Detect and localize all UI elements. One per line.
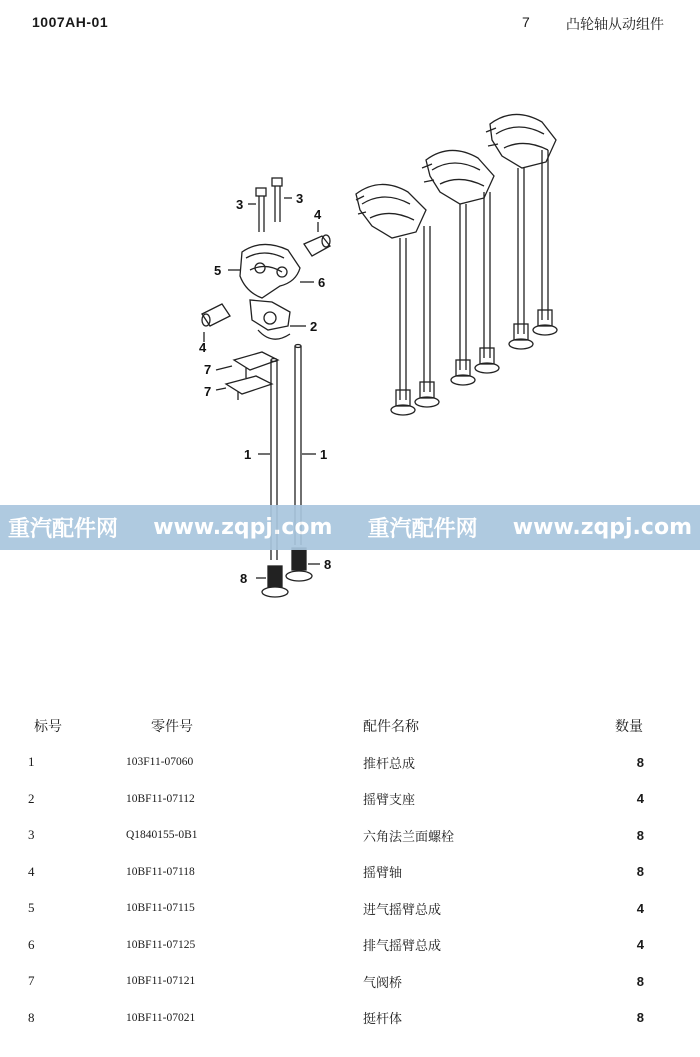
- cell-no: 7: [28, 973, 35, 989]
- cell-part-no: Q1840155-0B1: [126, 829, 198, 842]
- table-row: [22, 744, 652, 781]
- cell-part-no: 10BF11-07125: [126, 938, 196, 951]
- cell-name: 六角法兰面螺栓: [363, 829, 455, 845]
- cell-name: 进气摇臂总成: [363, 902, 442, 918]
- table-row: [22, 1000, 652, 1037]
- table-row: [22, 781, 652, 818]
- watermark-url: www.zqpj.com: [153, 515, 333, 540]
- callout-number: 8: [240, 571, 248, 586]
- cell-no: 6: [28, 936, 35, 952]
- callout-number: 4: [314, 207, 322, 222]
- cell-qty: 8: [636, 827, 644, 843]
- callout-number: 1: [320, 447, 328, 462]
- col-header-qty: 数量: [615, 718, 643, 734]
- watermark-url: www.zqpj.com: [512, 515, 692, 540]
- table-row: [22, 927, 652, 964]
- cell-name: 摇臂轴: [363, 866, 403, 882]
- cell-qty: 8: [636, 973, 644, 989]
- page-number: 7: [522, 14, 530, 30]
- cell-qty: 8: [636, 1010, 644, 1026]
- cell-name: 排气摇臂总成: [363, 939, 442, 955]
- cell-no: 8: [28, 1009, 35, 1025]
- cell-no: 3: [28, 827, 35, 843]
- cell-part-no: 10BF11-07121: [126, 975, 196, 988]
- cell-name: 摇臂支座: [363, 793, 416, 809]
- cell-part-no: 103F11-07060: [126, 756, 194, 769]
- bolt-right: [272, 178, 282, 222]
- callout-number: 7: [204, 384, 212, 399]
- cell-part-no: 10BF11-07021: [126, 1011, 196, 1024]
- document-code: 1007AH-01: [32, 14, 109, 30]
- cell-part-no: 10BF11-07112: [126, 792, 195, 805]
- cell-part-no: 10BF11-07115: [126, 902, 195, 915]
- table-row: [22, 817, 652, 854]
- rocker-shaft-upper: [304, 235, 330, 256]
- cell-no: 5: [28, 900, 35, 916]
- col-header-no: 标号: [34, 720, 62, 735]
- watermark-banner: [0, 505, 700, 550]
- rocker-arm-assembly: [240, 244, 300, 339]
- table-row: [22, 963, 652, 1000]
- callout-number: 4: [199, 340, 207, 355]
- cell-no: 4: [28, 863, 35, 879]
- callout-number: 3: [236, 197, 244, 212]
- bolt-left: [256, 188, 266, 232]
- watermark-text: 重汽配件网: [8, 517, 119, 542]
- cell-qty: 4: [636, 937, 644, 953]
- watermark-text: 重汽配件网: [367, 517, 478, 542]
- table-row: [22, 890, 652, 927]
- assembled-rocker-set-1: [356, 184, 439, 415]
- cell-qty: 4: [636, 900, 644, 916]
- cell-no: 2: [28, 790, 35, 806]
- callout-number: 1: [244, 447, 252, 462]
- cell-name: 气阀桥: [363, 975, 403, 991]
- cell-no: 1: [28, 754, 35, 770]
- cell-qty: 8: [636, 754, 644, 770]
- assembled-rocker-set-3: [486, 114, 557, 349]
- valve-bridge-lower: [226, 376, 272, 400]
- page-title: 凸轮轴从动组件: [566, 17, 664, 33]
- cell-name: 挺杆体: [363, 1012, 403, 1028]
- tappet-left: [262, 566, 288, 597]
- assembled-rocker-set-2: [422, 150, 499, 385]
- cell-name: 推杆总成: [363, 756, 416, 772]
- callout-number: 7: [204, 362, 212, 377]
- callout-number: 8: [324, 557, 332, 572]
- table-header-row: [22, 708, 652, 744]
- callout-number: 5: [214, 263, 222, 278]
- callout-number: 6: [318, 275, 326, 290]
- table-row: [22, 854, 652, 891]
- col-header-part-no: 零件号: [151, 720, 193, 735]
- callout-number: 2: [310, 319, 318, 334]
- col-header-name: 配件名称: [363, 719, 419, 735]
- cell-qty: 4: [636, 791, 644, 807]
- cell-qty: 8: [636, 864, 644, 880]
- parts-table: [22, 708, 652, 1036]
- rocker-shaft-lower: [202, 304, 230, 326]
- cell-part-no: 10BF11-07118: [126, 865, 195, 878]
- callout-number: 3: [296, 191, 304, 206]
